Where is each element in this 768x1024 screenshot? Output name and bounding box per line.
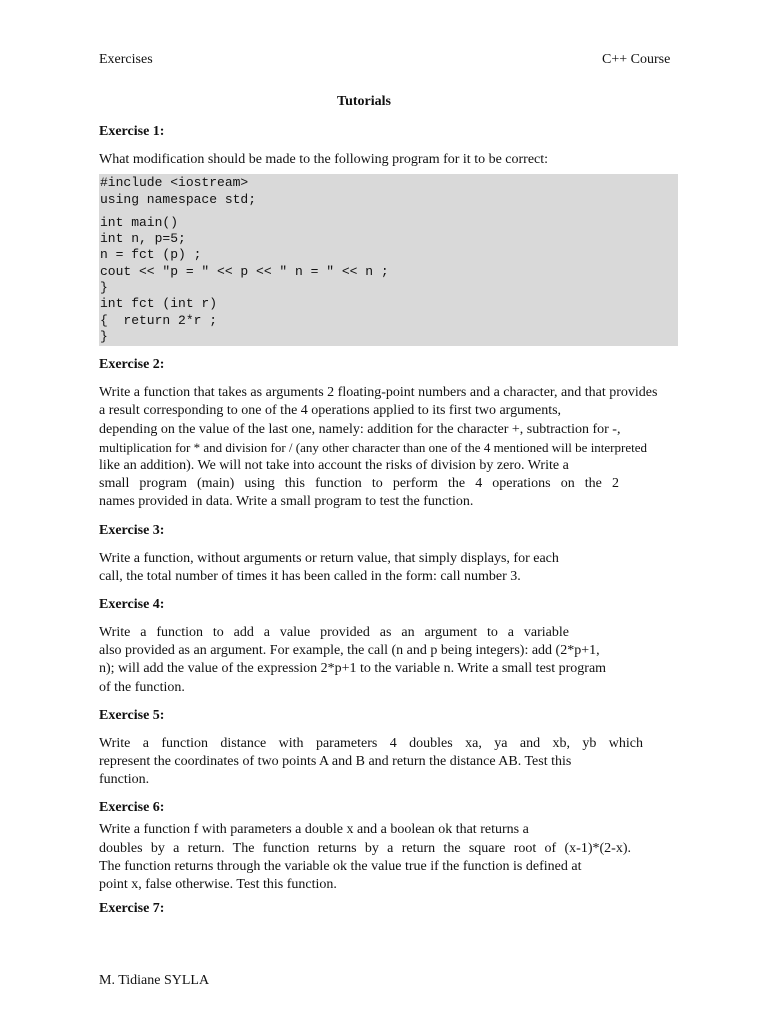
text-line: a result corresponding to one of the 4 operations applied to its first two arguments, [99, 403, 562, 419]
exercise-text [99, 624, 699, 697]
text-line: names provided in data. Write a small program to test the function. [99, 494, 474, 510]
document-body [99, 93, 699, 918]
exercise-6 [99, 799, 699, 894]
exercise-heading: Exercise 2: [99, 357, 165, 373]
text-line: represent the coordinates of two points A and B and return the distance AB. Test this [99, 754, 572, 770]
code-line: using namespace std; [100, 191, 257, 207]
text-line: The function returns through the variable ok the value true if the function is defined at [99, 858, 582, 874]
exercise-7 [99, 900, 699, 918]
exercise-heading: Exercise 5: [99, 707, 165, 723]
code-line: { return 2*r ; [100, 312, 218, 328]
exercise-heading: Exercise 1: [99, 124, 165, 139]
text-line: like an addition). We will not take into account the risks of division by zero. Write a [99, 457, 569, 473]
text-line: also provided as an argument. For example, the call (n and p being integers): add (2*p+1, [99, 643, 600, 659]
exercise-heading: Exercise 4: [99, 597, 165, 612]
text-line: n); will add the value of the expression 2*p+1 to the variable n. Write a small test program [99, 661, 607, 677]
exercise-text [99, 384, 699, 511]
text-line: of the function. [99, 679, 185, 695]
exercise-text [99, 151, 699, 169]
header-right: C++ Course [602, 52, 671, 67]
text-line: Write a function that takes as arguments 2 floating-point numbers and a character, and that provides [99, 385, 658, 401]
text-line: function. [99, 772, 150, 788]
code-line: int n, p=5; [100, 231, 186, 247]
code-line: int fct (int r) [100, 296, 218, 312]
text-line: What modification should be made to the following program for it to be correct: [99, 152, 549, 167]
text-line: point x, false otherwise. Test this function. [99, 877, 337, 893]
text-line: Write a function, without arguments or return value, that simply displays, for each [99, 550, 559, 566]
code-line: n = fct (p) ; [100, 247, 202, 263]
exercise-1 [99, 123, 699, 346]
text-line: multiplication for * and division for / (any other character than one of the 4 mentioned will be interpreted [99, 439, 647, 455]
text-line: call, the total number of times it has been called in the form: call number 3. [99, 568, 521, 584]
exercise-4 [99, 596, 699, 697]
exercise-2 [99, 356, 699, 511]
exercise-text [99, 735, 699, 790]
code-line: #include <iostream> [100, 175, 249, 191]
text-line: Write a function to add a value provided as an argument to a variable [99, 625, 569, 640]
text-line: small program (main) using this function to perform the 4 operations on the 2 [99, 476, 619, 492]
code-line: int main() [100, 214, 179, 230]
page-title: Tutorials [337, 94, 391, 109]
exercise-3 [99, 522, 699, 586]
exercise-heading: Exercise 3: [99, 522, 165, 538]
code-block [99, 174, 678, 346]
text-line: Write a function f with parameters a double x and a boolean ok that returns a [99, 822, 529, 838]
exercise-text [99, 821, 699, 894]
header-left: Exercises [99, 52, 153, 67]
exercise-heading: Exercise 7: [99, 901, 165, 917]
exercise-5 [99, 707, 699, 790]
code-gap [100, 208, 678, 215]
exercise-heading: Exercise 6: [99, 800, 165, 816]
code-line: } [100, 328, 108, 344]
text-line: depending on the value of the last one, namely: addition for the character +, subtraction for -, [99, 421, 621, 437]
text-line: doubles by a return. The function returns by a return the square root of (x-1)*(2-x). [99, 840, 631, 856]
text-line: Write a function distance with parameters 4 doubles xa, ya and xb, yb which [99, 735, 643, 751]
code-line: cout << "p = " << p << " n = " << n ; [100, 263, 389, 279]
footer-author: M. Tidiane SYLLA [99, 973, 210, 988]
exercise-text [99, 550, 699, 586]
code-line: } [100, 279, 108, 295]
